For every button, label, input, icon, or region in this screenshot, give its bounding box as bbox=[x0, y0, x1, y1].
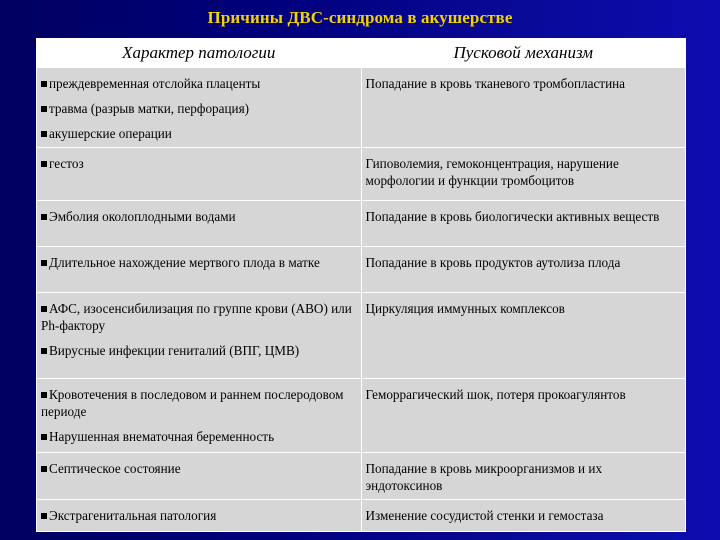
square-bullet-icon bbox=[41, 131, 47, 137]
mechanism-text: Попадание в кровь микроорганизмов и их эндотоксинов bbox=[365, 461, 603, 493]
square-bullet-icon bbox=[41, 214, 47, 220]
square-bullet-icon bbox=[41, 260, 47, 266]
pathology-item bbox=[41, 342, 355, 359]
table-row bbox=[37, 379, 686, 453]
pathology-text: Кровотечения в последовом и раннем послеродовом периоде bbox=[41, 387, 344, 419]
pathology-text: Экстрагенитальная патология bbox=[49, 508, 217, 523]
pathology-cell bbox=[37, 201, 362, 247]
mechanism-cell bbox=[361, 293, 686, 379]
pathology-cell bbox=[37, 148, 362, 201]
mechanism-cell bbox=[361, 379, 686, 453]
square-bullet-icon bbox=[41, 161, 47, 167]
table-row bbox=[37, 68, 686, 148]
pathology-text: Вирусные инфекции гениталий (ВПГ, ЦМВ) bbox=[49, 343, 300, 358]
mechanism-cell bbox=[361, 500, 686, 532]
pathology-item bbox=[41, 75, 355, 92]
mechanism-cell bbox=[361, 68, 686, 148]
pathology-item bbox=[41, 254, 355, 271]
pathology-text: Септическое состояние bbox=[49, 461, 181, 476]
header-mechanism: Пусковой механизм bbox=[361, 39, 686, 68]
square-bullet-icon bbox=[41, 306, 47, 312]
square-bullet-icon bbox=[41, 466, 47, 472]
mechanism-text: Циркуляция иммунных комплексов bbox=[365, 301, 565, 316]
pathology-item bbox=[41, 300, 355, 334]
table-row bbox=[37, 148, 686, 201]
pathology-text: акушерские операции bbox=[49, 126, 172, 141]
mechanism-cell bbox=[361, 201, 686, 247]
pathology-cell bbox=[37, 293, 362, 379]
table-row bbox=[37, 201, 686, 247]
slide-title: Причины ДВС-синдрома в акушерстве bbox=[207, 8, 513, 27]
mechanism-cell bbox=[361, 247, 686, 293]
mechanism-text: Попадание в кровь биологически активных веществ bbox=[365, 209, 660, 224]
pathology-text: травма (разрыв матки, перфорация) bbox=[49, 101, 250, 116]
pathology-cell bbox=[37, 68, 362, 148]
mechanism-text: Изменение сосудистой стенки и гемостаза bbox=[365, 508, 604, 523]
pathology-item bbox=[41, 125, 355, 142]
mechanism-text: Гиповолемия, гемоконцентрация, нарушение морфологии и функции тромбоцитов bbox=[365, 156, 619, 188]
mechanism-cell bbox=[361, 453, 686, 500]
mechanism-cell bbox=[361, 148, 686, 201]
square-bullet-icon bbox=[41, 434, 47, 440]
pathology-item bbox=[41, 100, 355, 117]
pathology-item bbox=[41, 507, 355, 524]
square-bullet-icon bbox=[41, 513, 47, 519]
square-bullet-icon bbox=[41, 392, 47, 398]
header-pathology: Характер патологии bbox=[37, 39, 362, 68]
pathology-text: Эмболия околоплодными водами bbox=[49, 209, 236, 224]
causes-table bbox=[36, 38, 686, 532]
table-header-row bbox=[37, 39, 686, 68]
square-bullet-icon bbox=[41, 81, 47, 87]
pathology-text: АФС, изосенсибилизация по группе крови (АВО) или Рh-фактору bbox=[41, 301, 352, 333]
pathology-cell bbox=[37, 500, 362, 532]
table-row bbox=[37, 500, 686, 532]
mechanism-text: Попадание в кровь продуктов аутолиза плода bbox=[365, 255, 621, 270]
table-row bbox=[37, 247, 686, 293]
square-bullet-icon bbox=[41, 106, 47, 112]
pathology-cell bbox=[37, 247, 362, 293]
pathology-text: преждевременная отслойка плаценты bbox=[49, 76, 261, 91]
table-row bbox=[37, 453, 686, 500]
pathology-text: Длительное нахождение мертвого плода в матке bbox=[49, 255, 320, 270]
pathology-item bbox=[41, 155, 355, 172]
table-row bbox=[37, 293, 686, 379]
square-bullet-icon bbox=[41, 348, 47, 354]
mechanism-text: Попадание в кровь тканевого тромбопластина bbox=[365, 76, 626, 91]
pathology-text: Нарушенная внематочная беременность bbox=[49, 429, 275, 444]
pathology-item bbox=[41, 386, 355, 420]
pathology-cell bbox=[37, 379, 362, 453]
pathology-item bbox=[41, 428, 355, 445]
pathology-item bbox=[41, 460, 355, 477]
pathology-item bbox=[41, 208, 355, 225]
pathology-text: гестоз bbox=[49, 156, 84, 171]
mechanism-text: Геморрагический шок, потеря прокоагулянтов bbox=[365, 387, 626, 402]
pathology-cell bbox=[37, 453, 362, 500]
